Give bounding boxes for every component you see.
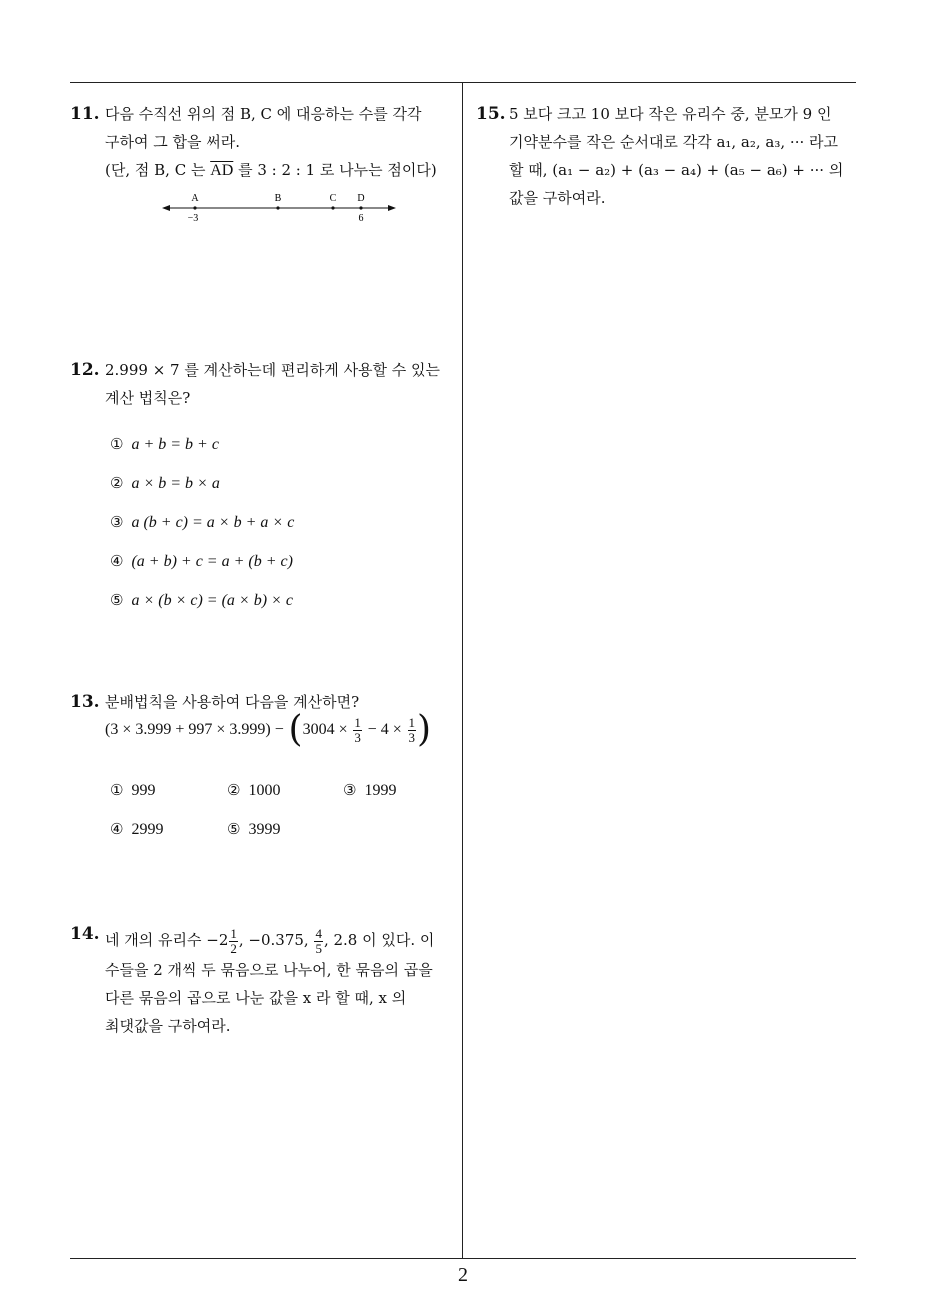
choice-number: ⑤ bbox=[110, 591, 124, 609]
point-d-label: D bbox=[357, 193, 365, 204]
question-11-number: 11. bbox=[70, 104, 100, 124]
q13-line1: 분배법칙을 사용하여 다음을 계산하면? bbox=[105, 693, 360, 711]
q15-line4: 값을 구하여라. bbox=[509, 189, 606, 207]
q12-choice-2[interactable] bbox=[110, 474, 220, 493]
choice-number: ④ bbox=[110, 552, 124, 570]
frac-den: 3 bbox=[354, 729, 361, 745]
q11-line3-pre: (단, 점 B, C 는 bbox=[105, 161, 211, 179]
question-15-number: 15. bbox=[476, 104, 506, 124]
number-line bbox=[150, 188, 410, 228]
point-b-dot bbox=[276, 206, 279, 209]
question-12-text bbox=[105, 356, 445, 412]
q12-choice-4[interactable] bbox=[110, 552, 293, 571]
q14-line1-b: , −0.375, bbox=[238, 931, 314, 949]
choice-text: a + b = b + c bbox=[131, 436, 219, 453]
choice-text: a × b = b × a bbox=[131, 475, 220, 492]
q13-choice-3[interactable] bbox=[343, 781, 396, 800]
expr-part-c: − 4 × bbox=[367, 721, 402, 738]
choice-text: 1999 bbox=[364, 782, 397, 799]
choice-number: ④ bbox=[110, 820, 124, 838]
choice-number: ③ bbox=[110, 513, 124, 531]
q13-choice-4[interactable] bbox=[110, 820, 163, 839]
fraction-one-third-b bbox=[408, 716, 417, 745]
q13-expression bbox=[105, 709, 450, 750]
expr-part-a: (3 × 3.999 + 997 × 3.999) − bbox=[105, 721, 284, 738]
frac-num: 1 bbox=[354, 714, 361, 730]
left-paren: ( bbox=[288, 709, 303, 750]
question-15-text bbox=[509, 100, 849, 212]
point-b-label: B bbox=[274, 193, 282, 204]
choice-text: 3999 bbox=[248, 821, 281, 838]
choice-text: a × (b × c) = (a × b) × c bbox=[131, 592, 293, 609]
number-line-right-arrow bbox=[388, 205, 396, 211]
question-13-text bbox=[105, 688, 450, 748]
frac-den: 2 bbox=[230, 940, 237, 956]
column-divider bbox=[462, 83, 463, 1258]
q11-line3-post: 를 3 : 2 : 1 로 나누는 점이다) bbox=[233, 161, 437, 179]
page-number: 2 bbox=[458, 1264, 468, 1286]
segment-ad: $\overline{AD}$ bbox=[210, 162, 234, 179]
choice-text: (a + b) + c = a + (b + c) bbox=[131, 553, 293, 570]
frac-num: 4 bbox=[315, 925, 322, 941]
q13-choice-5[interactable] bbox=[227, 820, 280, 839]
number-line-left-arrow bbox=[162, 205, 170, 211]
q14-line1-c: , 2.8 이 있다. 이 bbox=[323, 931, 435, 949]
question-13-number: 13. bbox=[70, 692, 100, 712]
q13-choice-1[interactable] bbox=[110, 781, 155, 800]
q15-line1: 5 보다 크고 10 보다 작은 유리수 중, 분모가 9 인 bbox=[509, 105, 832, 123]
q15-line3: 할 때, (a₁ − a₂) + (a₃ − a₄) + (a₅ − a₆) + ··· 의 bbox=[509, 161, 844, 179]
q11-line1: 다음 수직선 위의 점 B, C 에 대응하는 수를 각각 bbox=[105, 105, 422, 123]
frac-num: 1 bbox=[408, 714, 415, 730]
choice-number: ⑤ bbox=[227, 820, 241, 838]
value-a-label: −3 bbox=[187, 213, 199, 224]
choice-number: ③ bbox=[343, 781, 357, 799]
expr-part-b: 3004 × bbox=[302, 721, 348, 738]
q12-line1: 2.999 × 7 를 계산하는데 편리하게 사용할 수 있는 bbox=[105, 361, 441, 379]
question-12-number: 12. bbox=[70, 360, 100, 380]
point-a-dot bbox=[193, 206, 196, 209]
q14-line4: 최댓값을 구하여라. bbox=[105, 1016, 231, 1035]
right-paren: ) bbox=[417, 709, 432, 750]
frac-den: 3 bbox=[408, 729, 415, 745]
q12-choice-5[interactable] bbox=[110, 591, 293, 610]
point-d-dot bbox=[359, 206, 362, 209]
point-a-label: A bbox=[191, 193, 199, 204]
fraction-one-third-a bbox=[353, 716, 362, 745]
q12-line2: 계산 법칙은? bbox=[105, 389, 191, 407]
bottom-rule bbox=[70, 1258, 856, 1259]
value-d-label: 6 bbox=[358, 213, 364, 224]
q13-choice-2[interactable] bbox=[227, 781, 280, 800]
point-c-dot bbox=[331, 206, 334, 209]
q15-line2: 기약분수를 작은 순서대로 각각 a₁, a₂, a₃, ··· 라고 bbox=[509, 133, 838, 151]
choice-text: 2999 bbox=[131, 821, 164, 838]
top-rule bbox=[70, 82, 856, 83]
q11-line2: 구하여 그 합을 써라. bbox=[105, 133, 240, 151]
fraction-four-fifths bbox=[314, 927, 323, 956]
question-11-text bbox=[105, 100, 445, 185]
q12-choice-1[interactable] bbox=[110, 435, 219, 454]
choice-text: 1000 bbox=[248, 782, 281, 799]
q14-line2: 수들을 2 개씩 두 묶음으로 나누어, 한 묶음의 곱을 bbox=[105, 960, 433, 979]
question-14-number: 14. bbox=[70, 924, 100, 944]
q14-line1 bbox=[105, 926, 450, 956]
point-c-label: C bbox=[329, 193, 337, 204]
q12-choice-3[interactable] bbox=[110, 513, 294, 532]
question-14-text bbox=[105, 926, 450, 1040]
choice-text: a (b + c) = a × b + a × c bbox=[131, 514, 295, 531]
choice-number: ① bbox=[110, 435, 124, 453]
frac-den: 5 bbox=[315, 940, 322, 956]
fraction-one-half bbox=[229, 927, 238, 956]
choice-text: 999 bbox=[131, 782, 156, 799]
choice-number: ② bbox=[227, 781, 241, 799]
choice-number: ② bbox=[110, 474, 124, 492]
choice-number: ① bbox=[110, 781, 124, 799]
frac-num: 1 bbox=[230, 925, 237, 941]
q11-line3 bbox=[105, 156, 445, 185]
q14-line3: 다른 묶음의 곱으로 나눈 값을 x 라 할 때, x 의 bbox=[105, 988, 407, 1007]
q14-line1-a: 네 개의 유리수 −2 bbox=[105, 931, 229, 949]
